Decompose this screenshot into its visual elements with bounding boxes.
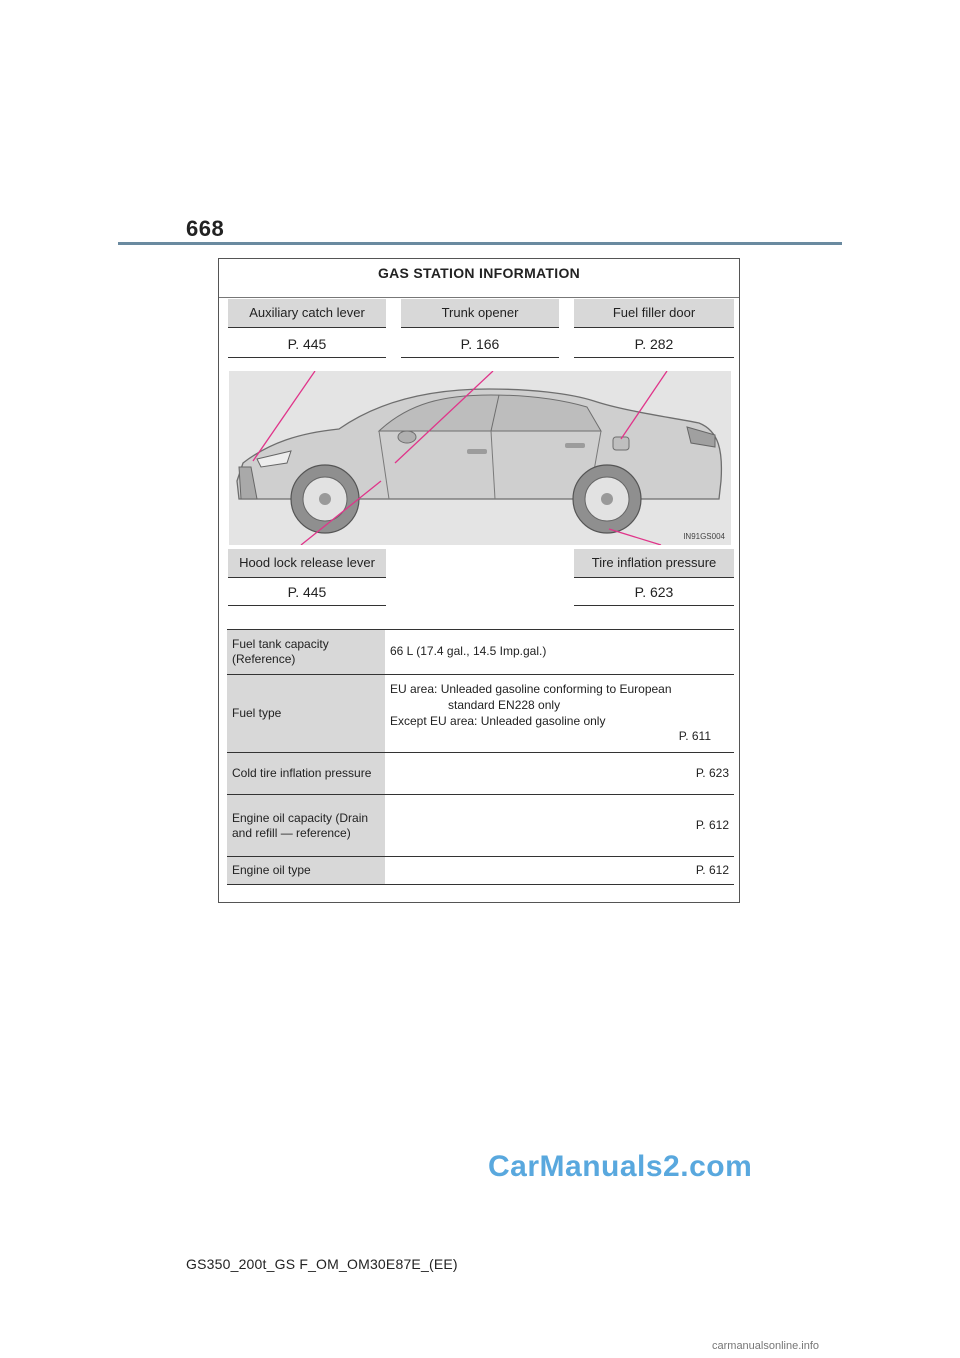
title-divider xyxy=(219,297,739,298)
car-illustration xyxy=(229,371,731,545)
image-code: IN91GS004 xyxy=(683,532,725,541)
ref-engine-oil-capacity[interactable]: P. 612 xyxy=(385,795,734,857)
label-tire-inflation-pressure: Tire inflation pressure xyxy=(574,549,734,578)
spec-key-fuel-type: Fuel type xyxy=(227,675,385,753)
ref-engine-oil-type[interactable]: P. 612 xyxy=(385,857,734,885)
car-side-view-icon xyxy=(229,371,731,545)
table-row xyxy=(227,753,734,795)
watermark-logo: CarManuals2.com xyxy=(488,1150,753,1183)
fuel-type-line-standard: standard EN228 only xyxy=(448,697,561,712)
spec-value-fuel-type xyxy=(385,675,734,753)
gas-station-info-panel xyxy=(218,258,740,903)
table-row xyxy=(227,857,734,885)
label-hood-lock-release-lever: Hood lock release lever xyxy=(228,549,386,578)
ref-trunk-opener[interactable]: P. 166 xyxy=(401,331,559,358)
ref-hood-lock-release-lever[interactable]: P. 445 xyxy=(228,579,386,606)
ref-fuel-type[interactable]: P. 611 xyxy=(678,729,711,744)
ref-auxiliary-catch-lever[interactable]: P. 445 xyxy=(228,331,386,358)
fuel-type-line-non-eu: Except EU area: Unleaded gasoline only xyxy=(390,713,606,728)
page-number: 668 xyxy=(186,216,225,241)
table-row xyxy=(227,795,734,857)
label-fuel-filler-door: Fuel filler door xyxy=(574,299,734,328)
spec-key-engine-oil-type: Engine oil type xyxy=(227,857,385,885)
label-trunk-opener: Trunk opener xyxy=(401,299,559,328)
ref-tire-inflation-pressure[interactable]: P. 623 xyxy=(574,579,734,606)
watermark-site: carmanualsonline.info xyxy=(712,1340,820,1352)
spec-value-fuel-tank-capacity: 66 L (17.4 gal., 14.5 Imp.gal.) xyxy=(385,630,734,675)
table-row xyxy=(227,630,734,675)
footer-document-code: GS350_200t_GS F_OM_OM30E87E_(EE) xyxy=(186,1256,458,1272)
fuel-type-line-eu: EU area: Unleaded gasoline conforming to European xyxy=(390,682,672,697)
spec-key-engine-oil-capacity: Engine oil capacity (Drain and refill — reference) xyxy=(227,795,385,857)
spec-key-fuel-tank-capacity: Fuel tank capacity (Reference) xyxy=(227,630,385,675)
panel-title: GAS STATION INFORMATION xyxy=(377,265,581,281)
label-auxiliary-catch-lever: Auxiliary catch lever xyxy=(228,299,386,328)
ref-fuel-filler-door[interactable]: P. 282 xyxy=(574,331,734,358)
table-row xyxy=(227,675,734,753)
ref-cold-tire-inflation[interactable]: P. 623 xyxy=(385,753,734,795)
spec-table xyxy=(227,629,734,885)
header-rule xyxy=(118,242,842,245)
spec-key-cold-tire-inflation: Cold tire inflation pressure xyxy=(227,753,385,795)
